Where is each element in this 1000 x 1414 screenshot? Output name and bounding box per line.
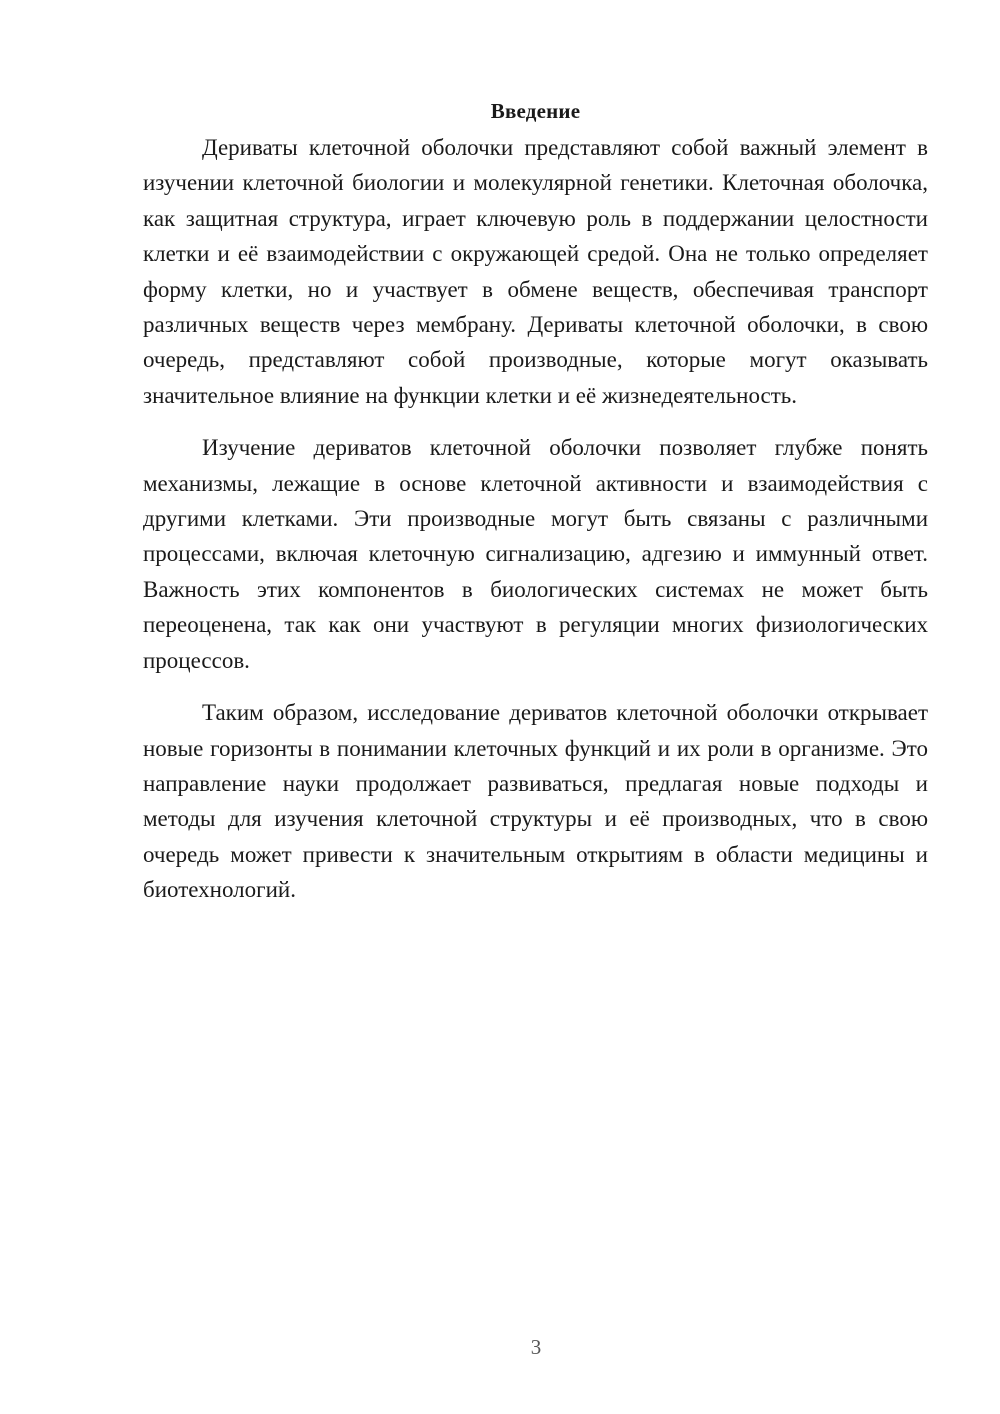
page-number: 3 <box>530 1335 542 1359</box>
paragraph-3: Таким образом, исследование дериватов клеточной оболочки открывает новые горизонты в понимании клеточных функций и их роли в организме. Это направление науки продолжает развиваться, предлагая новые подходы и методы для изучения клеточной структуры и её производных, что в свою очередь может привести к значительным открытиям в области медицины и биотехнологий. <box>143 700 928 903</box>
paragraph-1: Дериваты клеточной оболочки представляют собой важный элемент в изучении клеточной биологии и молекулярной генетики. Клеточная оболочка, как защитная структура, играет ключевую роль в поддержании целостности клетки и её взаимодействии с окружающей средой. Она не только определяет форму клетки, но и участвует в обмене веществ, обеспечивая транспорт различных веществ через мембрану. Дериваты клеточной оболочки, в свою очередь, представляют собой производные, которые могут оказывать значительное влияние на функции клетки и её жизнедеятельность. <box>143 135 928 408</box>
paragraph-2: Изучение дериватов клеточной оболочки позволяет глубже понять механизмы, лежащие в основе клеточной активности и взаимодействия с другими клетками. Эти производные могут быть связаны с различными процессами, включая клеточную сигнализацию, адгезию и иммунный ответ. Важность этих компонентов в биологических системах не может быть переоценена, так как они участвуют в регуляции многих физиологических процессов. <box>143 435 928 673</box>
page-content <box>143 96 928 908</box>
section-heading: Введение <box>490 99 581 123</box>
